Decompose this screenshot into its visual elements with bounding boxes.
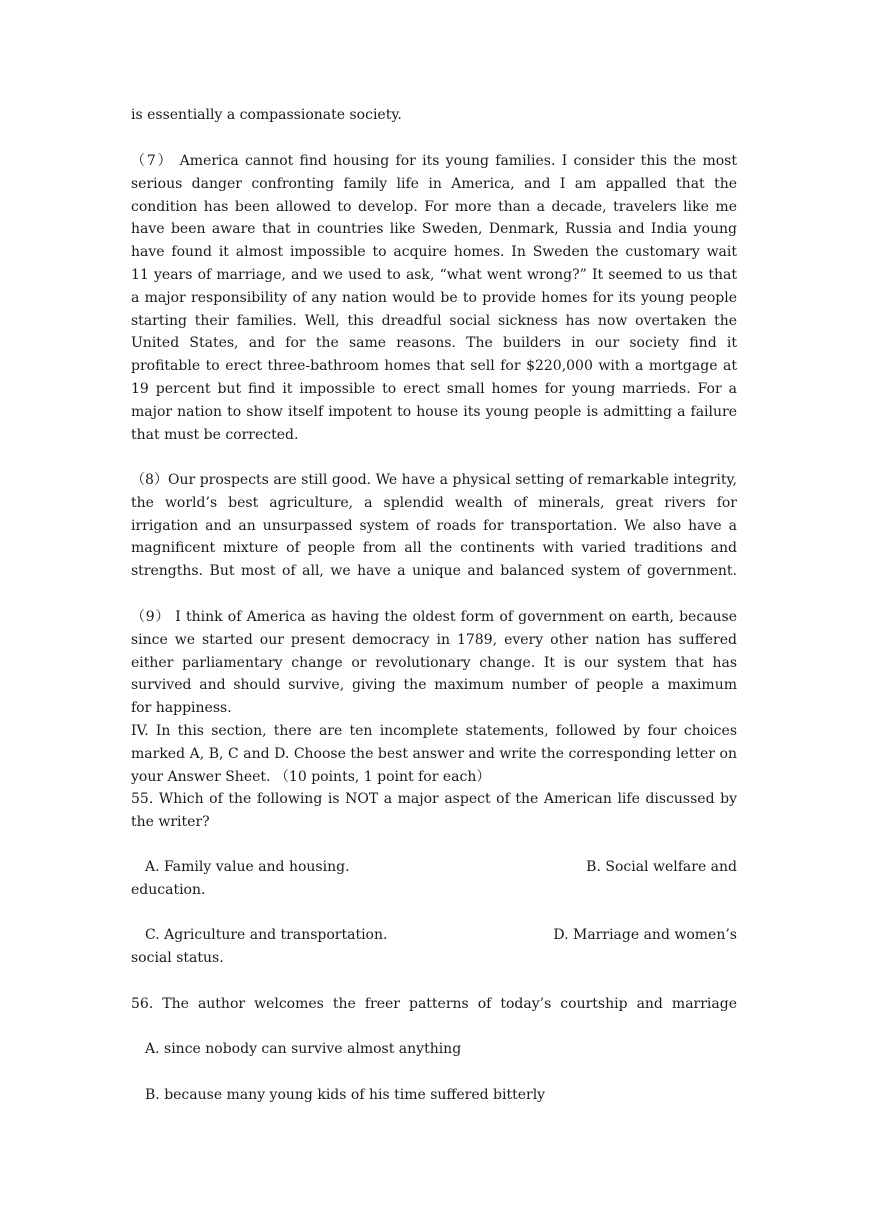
text-line: strengths. But most of all, we have a unique and balanced system of government.: [131, 563, 737, 580]
question-55-stem: 55. Which of the following is NOT a major aspect of the American life discussed by: [131, 791, 737, 808]
option-d: D. Marriage and women’s: [553, 927, 737, 943]
text-line: magnificent mixture of people from all the continents with varied traditions and: [131, 540, 737, 557]
question-55-options-ab: [131, 856, 737, 902]
section-iv-instructions: your Answer Sheet. （10 points, 1 point for each）: [131, 768, 491, 785]
option-b-continued: education.: [131, 881, 206, 898]
paragraph-6-tail: [131, 104, 737, 127]
option-a: A. Family value and housing.: [145, 859, 350, 875]
text-line: have found it almost impossible to acquire homes. In Sweden the customary wait: [131, 244, 737, 261]
text-line: （8）Our prospects are still good. We have a physical setting of remarkable integrity,: [131, 472, 737, 488]
question-56-stem-block: [131, 993, 737, 1016]
option-a: A. since nobody can survive almost anything: [145, 1041, 462, 1057]
text-line: major nation to show itself impotent to house its young people is admitting a failure: [131, 403, 737, 420]
text-line: （7） America cannot find housing for its young families. I consider this the most: [131, 153, 737, 169]
option-b: B. because many young kids of his time suffered bitterly: [145, 1087, 546, 1103]
text-line: 11 years of marriage, and we used to ask, “what went wrong?” It seemed to us that: [131, 266, 737, 283]
option-c: C. Agriculture and transportation.: [145, 927, 388, 943]
text-line: （9） I think of America as having the oldest form of government on earth, because: [131, 609, 737, 625]
paragraph-8: [131, 469, 737, 583]
question-56-option-a-block: [131, 1038, 737, 1061]
text-line: United States, and for the same reasons. The builders in our society find it: [131, 335, 737, 352]
question-56-stem: 56. The author welcomes the freer patterns of today’s courtship and marriage: [131, 996, 737, 1012]
text-line: for happiness.: [131, 700, 232, 717]
paragraph-9: [131, 606, 737, 834]
text-line: survived and should survive, giving the maximum number of people a maximum: [131, 677, 737, 694]
text-line: a major responsibility of any nation would be to provide homes for its young people: [131, 289, 737, 306]
text-line: serious danger confronting family life in America, and I am appalled that the: [131, 175, 737, 192]
text-line: starting their families. Well, this dreadful social sickness has now overtaken the: [131, 312, 737, 329]
text-line: either parliamentary change or revolutionary change. It is our system that has: [131, 654, 737, 671]
text-line: 19 percent but find it impossible to erect small homes for young marrieds. For a: [131, 380, 737, 397]
option-d-continued: social status.: [131, 949, 224, 966]
section-iv-instructions: marked A, B, C and D. Choose the best answer and write the corresponding letter on: [131, 745, 737, 762]
paragraph-7: [131, 150, 737, 446]
text-line: profitable to erect three-bathroom homes that sell for $220,000 with a mortgage at: [131, 358, 737, 375]
text-line: since we started our present democracy in 1789, every other nation has suffered: [131, 631, 737, 648]
text-line: is essentially a compassionate society.: [131, 107, 402, 123]
text-line: the world’s best agriculture, a splendid wealth of minerals, great rivers for: [131, 494, 737, 511]
text-line: that must be corrected.: [131, 426, 299, 443]
option-b: B. Social welfare and: [586, 859, 737, 875]
text-line: condition has been allowed to develop. For more than a decade, travelers like me: [131, 198, 737, 215]
question-56-option-b-block: [131, 1084, 737, 1107]
question-55-stem: the writer?: [131, 814, 210, 831]
question-55-options-cd: [131, 924, 737, 970]
text-line: have been aware that in countries like Sweden, Denmark, Russia and India young: [131, 221, 737, 238]
section-iv-instructions: IV. In this section, there are ten incomplete statements, followed by four choices: [131, 722, 737, 739]
text-line: irrigation and an unsurpassed system of roads for transportation. We also have a: [131, 517, 737, 534]
